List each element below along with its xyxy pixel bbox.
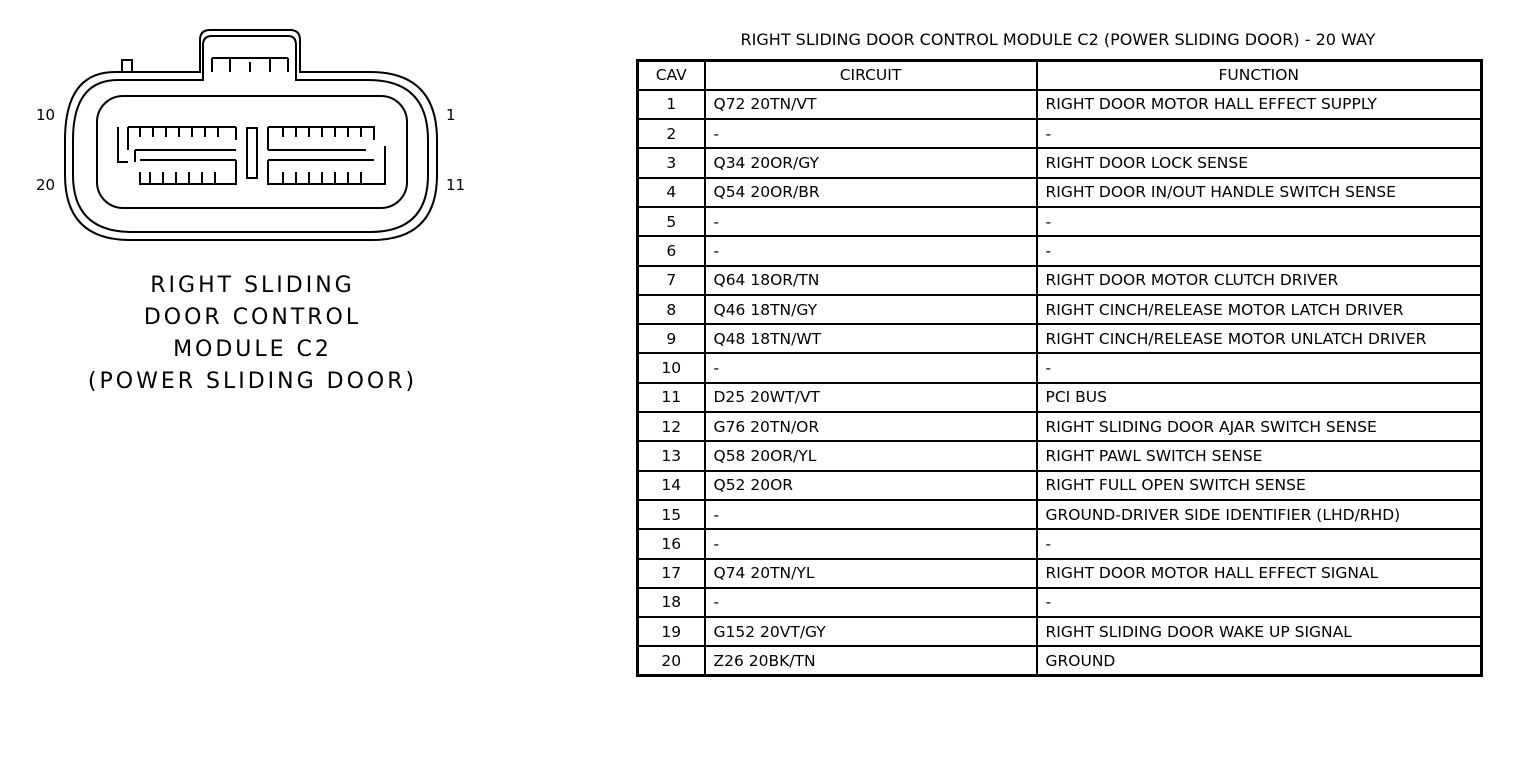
table-row — [638, 295, 1482, 324]
table-row — [638, 441, 1482, 470]
circuit-cell: Q46 18TN/GY — [705, 295, 1037, 324]
table-row — [638, 529, 1482, 558]
caption-line: (POWER SLIDING DOOR) — [87, 369, 418, 394]
table-row — [638, 353, 1482, 382]
circuit-cell: G76 20TN/OR — [705, 412, 1037, 441]
table-row — [638, 500, 1482, 529]
cav-cell: 16 — [638, 529, 705, 558]
connector-latch-detail — [212, 58, 288, 72]
table-title: RIGHT SLIDING DOOR CONTROL MODULE C2 (POWER SLIDING DOOR) - 20 WAY — [740, 30, 1376, 49]
table-row — [638, 412, 1482, 441]
connector-center-key — [247, 128, 257, 178]
circuit-cell: Q54 20OR/BR — [705, 178, 1037, 207]
connector-caption — [60, 270, 445, 398]
cav-cell: 5 — [638, 207, 705, 236]
connector-face — [97, 96, 407, 208]
pin-rows-left — [118, 127, 236, 184]
circuit-cell: - — [705, 207, 1037, 236]
cav-cell: 9 — [638, 324, 705, 353]
pin-rows-right — [268, 127, 385, 184]
pin-label-bottom-right: 11 — [446, 176, 466, 194]
function-cell: RIGHT CINCH/RELEASE MOTOR UNLATCH DRIVER — [1037, 324, 1482, 353]
cav-cell: 15 — [638, 500, 705, 529]
circuit-cell: Q52 20OR — [705, 471, 1037, 500]
circuit-cell: Z26 20BK/TN — [705, 646, 1037, 675]
function-cell: RIGHT DOOR MOTOR CLUTCH DRIVER — [1037, 266, 1482, 295]
table-row — [638, 90, 1482, 119]
circuit-cell: - — [705, 588, 1037, 617]
function-cell: PCI BUS — [1037, 383, 1482, 412]
function-cell: RIGHT PAWL SWITCH SENSE — [1037, 441, 1482, 470]
pinout-table — [636, 59, 1483, 677]
circuit-cell: Q72 20TN/VT — [705, 90, 1037, 119]
function-cell: RIGHT CINCH/RELEASE MOTOR LATCH DRIVER — [1037, 295, 1482, 324]
caption-line: DOOR CONTROL — [143, 305, 362, 330]
circuit-cell: G152 20VT/GY — [705, 617, 1037, 646]
circuit-cell: Q58 20OR/YL — [705, 441, 1037, 470]
cav-cell: 8 — [638, 295, 705, 324]
table-row — [638, 617, 1482, 646]
table-row — [638, 471, 1482, 500]
circuit-cell: - — [705, 353, 1037, 382]
cav-cell: 4 — [638, 178, 705, 207]
function-cell: RIGHT FULL OPEN SWITCH SENSE — [1037, 471, 1482, 500]
circuit-cell: Q74 20TN/YL — [705, 559, 1037, 588]
table-row — [638, 588, 1482, 617]
table-row — [638, 178, 1482, 207]
function-cell: - — [1037, 207, 1482, 236]
function-cell: RIGHT SLIDING DOOR AJAR SWITCH SENSE — [1037, 412, 1482, 441]
function-cell: - — [1037, 529, 1482, 558]
table-row — [638, 207, 1482, 236]
cav-cell: 17 — [638, 559, 705, 588]
function-cell: RIGHT DOOR IN/OUT HANDLE SWITCH SENSE — [1037, 178, 1482, 207]
cav-cell: 1 — [638, 90, 705, 119]
cav-cell: 13 — [638, 441, 705, 470]
cav-cell: 6 — [638, 236, 705, 265]
connector-notch — [122, 60, 132, 72]
function-cell: - — [1037, 119, 1482, 148]
cav-cell: 12 — [638, 412, 705, 441]
circuit-cell: Q64 18OR/TN — [705, 266, 1037, 295]
pin-label-top-left: 10 — [36, 106, 56, 124]
function-cell: RIGHT SLIDING DOOR WAKE UP SIGNAL — [1037, 617, 1482, 646]
circuit-cell: - — [705, 119, 1037, 148]
table-row — [638, 559, 1482, 588]
table-row — [638, 324, 1482, 353]
connector-face-diagram — [0, 0, 520, 260]
function-cell: GROUND-DRIVER SIDE IDENTIFIER (LHD/RHD) — [1037, 500, 1482, 529]
cav-cell: 18 — [638, 588, 705, 617]
circuit-cell: Q48 18TN/WT — [705, 324, 1037, 353]
function-cell: RIGHT DOOR LOCK SENSE — [1037, 148, 1482, 177]
table-row — [638, 383, 1482, 412]
circuit-cell: - — [705, 236, 1037, 265]
caption-line: MODULE C2 — [173, 337, 332, 362]
table-row — [638, 266, 1482, 295]
pin-label-top-right: 1 — [446, 106, 456, 124]
cav-cell: 7 — [638, 266, 705, 295]
cav-cell: 3 — [638, 148, 705, 177]
pinout-table-body — [638, 90, 1482, 676]
cav-cell: 11 — [638, 383, 705, 412]
pin-label-bottom-left: 20 — [36, 176, 56, 194]
function-cell: - — [1037, 588, 1482, 617]
table-row — [638, 119, 1482, 148]
cav-cell: 20 — [638, 646, 705, 675]
header-circuit: CIRCUIT — [705, 61, 1037, 90]
function-cell: - — [1037, 353, 1482, 382]
cav-cell: 14 — [638, 471, 705, 500]
table-row — [638, 646, 1482, 675]
table-row — [638, 148, 1482, 177]
circuit-cell: - — [705, 500, 1037, 529]
cav-cell: 2 — [638, 119, 705, 148]
function-cell: - — [1037, 236, 1482, 265]
table-header-row — [638, 61, 1482, 90]
circuit-cell: Q34 20OR/GY — [705, 148, 1037, 177]
caption-line: RIGHT SLIDING — [150, 273, 355, 298]
function-cell: RIGHT DOOR MOTOR HALL EFFECT SIGNAL — [1037, 559, 1482, 588]
cav-cell: 19 — [638, 617, 705, 646]
cav-cell: 10 — [638, 353, 705, 382]
circuit-cell: D25 20WT/VT — [705, 383, 1037, 412]
function-cell: GROUND — [1037, 646, 1482, 675]
circuit-cell: - — [705, 529, 1037, 558]
table-row — [638, 236, 1482, 265]
header-function: FUNCTION — [1037, 61, 1482, 90]
function-cell: RIGHT DOOR MOTOR HALL EFFECT SUPPLY — [1037, 90, 1482, 119]
header-cav: CAV — [638, 61, 705, 90]
